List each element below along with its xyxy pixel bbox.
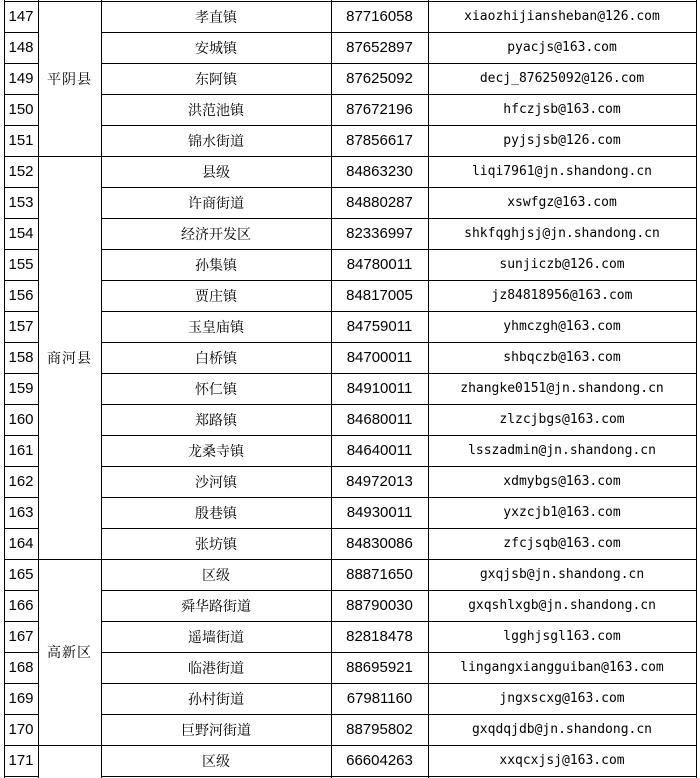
office-name: 张坊镇 bbox=[195, 536, 237, 553]
row-divider bbox=[4, 218, 39, 219]
group-divider bbox=[38, 745, 101, 746]
row-divider bbox=[4, 435, 39, 436]
row-divider bbox=[4, 776, 39, 777]
email-address: decj_87625092@126.com bbox=[479, 71, 645, 86]
row-divider bbox=[4, 404, 39, 405]
phone-number: 88871650 bbox=[346, 566, 413, 583]
office-name: 沙河镇 bbox=[195, 474, 237, 491]
row-divider bbox=[4, 249, 39, 250]
group-divider bbox=[38, 559, 101, 560]
row-divider bbox=[4, 528, 39, 529]
email-address: yxzcjb1@163.com bbox=[503, 505, 621, 520]
email-address: xdmybgs@163.com bbox=[503, 474, 621, 489]
phone-number: 87625092 bbox=[346, 70, 413, 87]
row-divider bbox=[4, 652, 39, 653]
row-number: 159 bbox=[8, 380, 34, 397]
phone-number: 84880287 bbox=[346, 194, 413, 211]
row-divider bbox=[4, 373, 39, 374]
row-number: 166 bbox=[8, 597, 34, 614]
email-address: zlzcjbgs@163.com bbox=[499, 412, 625, 427]
email-address: liqi7961@jn.shandong.cn bbox=[471, 164, 652, 179]
phone-number: 84680011 bbox=[346, 411, 413, 428]
row-number: 152 bbox=[8, 163, 34, 180]
office-name: 殷巷镇 bbox=[195, 505, 237, 522]
email-address: zhangke0151@jn.shandong.cn bbox=[460, 381, 664, 396]
office-name: 经济开发区 bbox=[181, 226, 251, 243]
row-divider bbox=[101, 404, 697, 405]
row-divider bbox=[101, 528, 697, 529]
office-name: 贾庄镇 bbox=[195, 288, 237, 305]
office-name: 龙桑寺镇 bbox=[188, 443, 244, 460]
office-name: 县级 bbox=[202, 164, 230, 181]
row-divider bbox=[101, 776, 697, 777]
group-divider bbox=[38, 156, 101, 157]
email-address: xiaozhijiansheban@126.com bbox=[464, 9, 660, 24]
row-number: 164 bbox=[8, 535, 34, 552]
row-number: 150 bbox=[8, 101, 34, 118]
row-divider bbox=[4, 342, 39, 343]
office-name: 遥墙街道 bbox=[188, 629, 244, 646]
row-divider bbox=[101, 218, 697, 219]
phone-number: 82336997 bbox=[346, 225, 413, 242]
row-number: 147 bbox=[8, 8, 34, 25]
phone-number: 84972013 bbox=[346, 473, 413, 490]
email-address: yhmczgh@163.com bbox=[503, 319, 621, 334]
phone-number: 84640011 bbox=[346, 442, 413, 459]
row-number: 156 bbox=[8, 287, 34, 304]
column-divider bbox=[428, 0, 429, 778]
row-number: 162 bbox=[8, 473, 34, 490]
email-address: jngxscxg@163.com bbox=[499, 691, 625, 706]
row-divider bbox=[4, 714, 39, 715]
phone-number: 84830086 bbox=[346, 535, 413, 552]
office-name: 许商街道 bbox=[188, 195, 244, 212]
row-divider bbox=[4, 311, 39, 312]
row-number: 160 bbox=[8, 411, 34, 428]
row-divider bbox=[101, 280, 697, 281]
group-divider bbox=[38, 1, 101, 2]
row-divider bbox=[101, 94, 697, 95]
email-address: sunjiczb@126.com bbox=[499, 257, 625, 272]
district-name: 高新区 bbox=[47, 645, 92, 661]
office-name: 洪范池镇 bbox=[188, 102, 244, 119]
row-divider bbox=[4, 156, 39, 157]
row-divider bbox=[4, 63, 39, 64]
office-name: 区级 bbox=[202, 567, 230, 584]
email-address: xswfgz@163.com bbox=[507, 195, 617, 210]
row-number: 161 bbox=[8, 442, 34, 459]
row-number: 168 bbox=[8, 659, 34, 676]
row-divider bbox=[101, 559, 697, 560]
phone-number: 84817005 bbox=[346, 287, 413, 304]
email-address: gxqshlxgb@jn.shandong.cn bbox=[468, 598, 656, 613]
email-address: lgghjsgl163.com bbox=[503, 629, 621, 644]
row-divider bbox=[4, 466, 39, 467]
row-divider bbox=[101, 621, 697, 622]
phone-number: 82818478 bbox=[346, 628, 413, 645]
office-name: 巨野河街道 bbox=[181, 722, 251, 739]
row-number: 157 bbox=[8, 318, 34, 335]
email-address: gxqjsb@jn.shandong.cn bbox=[479, 567, 645, 582]
office-name: 锦水街道 bbox=[188, 133, 244, 150]
phone-number: 88695921 bbox=[346, 659, 413, 676]
phone-number: 87856617 bbox=[346, 132, 413, 149]
office-name: 白桥镇 bbox=[195, 350, 237, 367]
row-divider bbox=[101, 249, 697, 250]
row-divider bbox=[101, 373, 697, 374]
email-address: shbqczb@163.com bbox=[503, 350, 621, 365]
email-address: lingangxiangguiban@163.com bbox=[460, 660, 664, 675]
row-divider bbox=[101, 63, 697, 64]
office-name: 郑路镇 bbox=[195, 412, 237, 429]
email-address: shkfqghjsj@jn.shandong.cn bbox=[464, 226, 660, 241]
row-divider bbox=[101, 745, 697, 746]
row-number: 151 bbox=[8, 132, 34, 149]
row-divider bbox=[101, 1, 697, 2]
row-divider bbox=[4, 1, 39, 2]
row-number: 167 bbox=[8, 628, 34, 645]
row-divider bbox=[4, 94, 39, 95]
row-divider bbox=[101, 125, 697, 126]
row-divider bbox=[101, 652, 697, 653]
column-divider bbox=[331, 0, 332, 778]
email-address: pyacjs@163.com bbox=[507, 40, 617, 55]
row-number: 165 bbox=[8, 566, 34, 583]
phone-number: 84910011 bbox=[346, 380, 413, 397]
row-number: 169 bbox=[8, 690, 34, 707]
phone-number: 84700011 bbox=[346, 349, 413, 366]
row-number: 149 bbox=[8, 70, 34, 87]
column-divider bbox=[696, 0, 697, 778]
phone-number: 66604263 bbox=[346, 752, 413, 769]
row-divider bbox=[4, 32, 39, 33]
email-address: pyjsjsb@126.com bbox=[503, 133, 621, 148]
row-number: 154 bbox=[8, 225, 34, 242]
phone-number: 87652897 bbox=[346, 39, 413, 56]
email-address: hfczjsb@163.com bbox=[503, 102, 621, 117]
row-divider bbox=[4, 280, 39, 281]
row-divider bbox=[101, 32, 697, 33]
phone-number: 84863230 bbox=[346, 163, 413, 180]
office-name: 东阿镇 bbox=[195, 71, 237, 88]
row-divider bbox=[101, 311, 697, 312]
column-divider bbox=[4, 0, 5, 778]
row-number: 155 bbox=[8, 256, 34, 273]
office-name: 安城镇 bbox=[195, 40, 237, 57]
row-number: 148 bbox=[8, 39, 34, 56]
office-name: 孙村街道 bbox=[188, 691, 244, 708]
email-address: jz84818956@163.com bbox=[491, 288, 633, 303]
office-name: 孙集镇 bbox=[195, 257, 237, 274]
email-address: zfcjsqb@163.com bbox=[503, 536, 621, 551]
row-divider bbox=[101, 497, 697, 498]
office-name: 临港街道 bbox=[188, 660, 244, 677]
phone-number: 67981160 bbox=[346, 690, 413, 707]
row-number: 158 bbox=[8, 349, 34, 366]
phone-number: 88790030 bbox=[346, 597, 413, 614]
phone-number: 87672196 bbox=[346, 101, 413, 118]
row-divider bbox=[4, 621, 39, 622]
office-name: 舜华路街道 bbox=[181, 598, 251, 615]
email-address: xxqcxjsj@163.com bbox=[499, 753, 625, 768]
row-divider bbox=[101, 714, 697, 715]
row-divider bbox=[101, 466, 697, 467]
row-divider bbox=[101, 590, 697, 591]
office-name: 孝直镇 bbox=[195, 9, 237, 26]
phone-number: 84930011 bbox=[346, 504, 413, 521]
row-divider bbox=[101, 156, 697, 157]
phone-number: 88795802 bbox=[346, 721, 413, 738]
district-name: 商河县 bbox=[47, 350, 92, 367]
row-divider bbox=[101, 187, 697, 188]
row-number: 153 bbox=[8, 194, 34, 211]
district-name: 平阴县 bbox=[47, 71, 92, 88]
row-divider bbox=[4, 745, 39, 746]
email-address: lsszadmin@jn.shandong.cn bbox=[468, 443, 656, 458]
row-divider bbox=[4, 559, 39, 560]
district-name bbox=[38, 745, 101, 778]
office-name: 区级 bbox=[202, 753, 230, 770]
row-divider bbox=[4, 187, 39, 188]
row-number: 171 bbox=[8, 752, 34, 769]
row-number: 163 bbox=[8, 504, 34, 521]
email-address: gxqdqjdb@jn.shandong.cn bbox=[471, 722, 652, 737]
row-divider bbox=[101, 435, 697, 436]
column-divider bbox=[101, 0, 102, 778]
office-name: 玉皇庙镇 bbox=[188, 319, 244, 336]
row-divider bbox=[101, 683, 697, 684]
phone-number: 87716058 bbox=[346, 8, 413, 25]
phone-number: 84759011 bbox=[346, 318, 413, 335]
row-divider bbox=[101, 342, 697, 343]
row-divider bbox=[4, 590, 39, 591]
row-divider bbox=[4, 683, 39, 684]
row-number: 170 bbox=[8, 721, 34, 738]
phone-number: 84780011 bbox=[346, 256, 413, 273]
office-name: 怀仁镇 bbox=[195, 381, 237, 398]
row-divider bbox=[4, 125, 39, 126]
column-divider bbox=[38, 0, 39, 778]
row-divider bbox=[4, 497, 39, 498]
